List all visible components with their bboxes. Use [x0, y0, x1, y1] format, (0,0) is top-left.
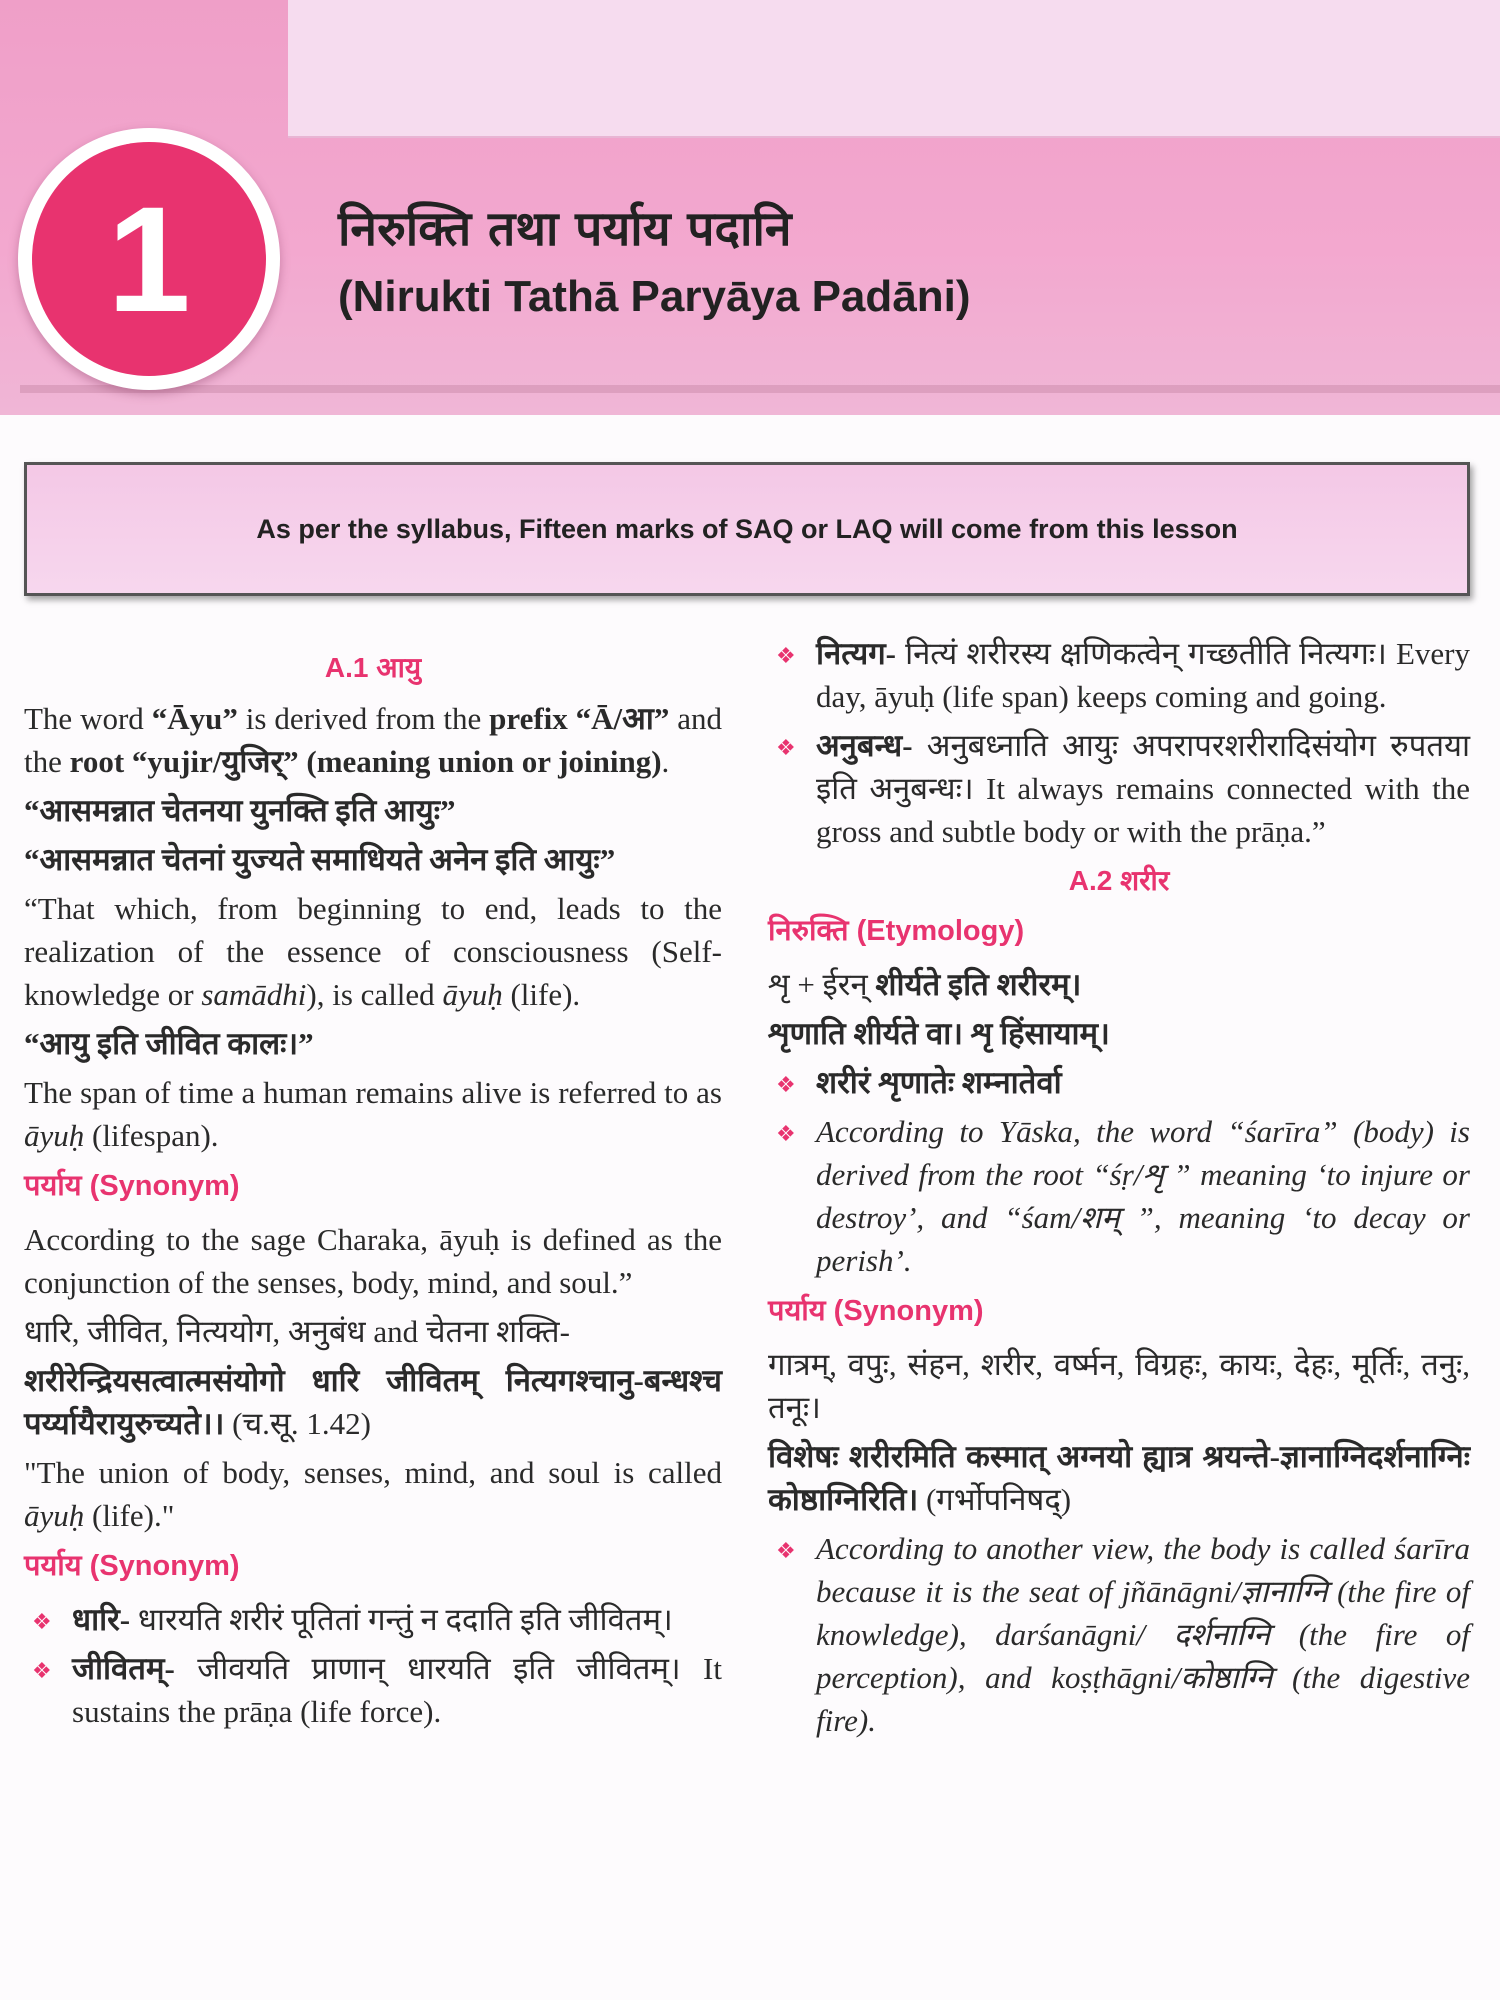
syllabus-notice-box [24, 462, 1470, 596]
subsection-heading [24, 1165, 722, 1208]
text-run: पर्याय (Synonym) [24, 1170, 240, 1202]
paragraph [768, 963, 1470, 1006]
subsection-heading [768, 1290, 1470, 1333]
text-run: "The union of body, senses, mind, and soul is called [24, 1455, 722, 1490]
text-run: शरीरेन्द्रियसत्वात्मसंयोगो धारि जीवितम् नित्यगश्चानु-बन्धश्च पर्य्यायैरायुरुच्यते।। [24, 1363, 722, 1441]
text-run: नित्यं शरीरस्य क्षणिकत्वेन् गच्छतीति नित्यगः। Every day, āyuḥ (life span) keeps coming and going. [816, 636, 1470, 714]
text-run: ), is called [306, 977, 443, 1012]
text-run: A.1 आयु [324, 652, 422, 683]
section-heading [24, 646, 722, 689]
paragraph [768, 1012, 1470, 1055]
text-run: (life). [502, 977, 581, 1012]
text-run: नित्यग- [816, 636, 896, 671]
paragraph [24, 1451, 722, 1537]
text-run: शृणाति शीर्यते वा। शृ हिंसायाम्। [768, 1016, 1110, 1051]
chapter-banner [0, 0, 1500, 415]
text-run: “That which, from beginning to end, leads to the realization of the essence of consciousness (Self-knowledge or [24, 891, 722, 1012]
bullet-item [768, 1061, 1470, 1104]
text-run: root “yujir/युजिर्” [69, 744, 299, 779]
section-heading [768, 859, 1470, 902]
bullet-item [768, 1110, 1470, 1282]
text-run: . [661, 744, 670, 779]
text-run: धारयति शरीरं पूतितां गन्तुं न ददाति इति जीवितम्। [130, 1602, 673, 1637]
subsection-heading [768, 910, 1470, 953]
banner-decoration [288, 0, 1500, 138]
text-run: विशेषः शरीरमिति कस्मात् अग्नयो ह्यात्र श्रयन्ते-ज्ञानाग्निदर्शनाग्निः कोष्ठाग्निरिति। [768, 1439, 1470, 1517]
text-run: “आसमन्नात चेतनया युनक्ति इति आयुः” [24, 793, 456, 828]
text-run: अनुबध्नाति आयुः अपरापरशरीरादिसंयोग रुपतया इति अनुबन्धः। It always remains connected with the gross and subtle body or with the prāṇa.” [816, 728, 1470, 849]
bullet-diamond-icon: ❖ [32, 1658, 52, 1683]
text-run: धारि- [72, 1602, 131, 1637]
paragraph [24, 789, 722, 832]
chapter-title-devanagari: निरुक्ति तथा पर्याय पदानि [338, 201, 792, 257]
right-column [768, 632, 1470, 1748]
syllabus-notice-text: As per the syllabus, Fifteen marks of SAQ or LAQ will come from this lesson [256, 513, 1238, 544]
text-run: “Āyu” [151, 701, 238, 736]
bullet-diamond-icon: ❖ [776, 643, 796, 668]
banner-shadow [20, 385, 1500, 393]
paragraph [24, 838, 722, 881]
chapter-number-badge [18, 128, 280, 390]
text-run: (च.सू. 1.42) [224, 1406, 371, 1441]
text-run: According to Yāska, the word “śarīra” (body) is derived from the root “śṛ/शृ ” meaning ‘to injure or destroy’, and “śam/शम् ”, meaning ‘to decay or perish’. [816, 1114, 1470, 1278]
text-run: A.2 शरीर [1068, 865, 1170, 896]
text-run: निरुक्ति (Etymology) [768, 915, 1025, 947]
paragraph [768, 1435, 1470, 1521]
text-run: शीर्यते इति शरीरम्। [875, 967, 1082, 1002]
text-run: शृ + ईरन् [768, 967, 876, 1002]
text-run: is derived from the [237, 701, 490, 736]
bullet-item [24, 1647, 722, 1733]
bullet-item [768, 724, 1470, 853]
bullet-item [768, 632, 1470, 718]
chapter-number: 1 [32, 142, 266, 376]
text-run: āyuḥ [24, 1118, 85, 1153]
text-run: “आयु इति जीवित कालः।” [24, 1026, 314, 1061]
text-run: जीवयति प्राणान् धारयति इति जीवितम्। It sustains the prāṇa (life force). [72, 1651, 722, 1729]
bullet-diamond-icon: ❖ [32, 1609, 52, 1634]
text-run: The word [24, 701, 152, 736]
text-run: पर्याय (Synonym) [768, 1295, 984, 1327]
text-run: जीवितम्- [72, 1651, 175, 1686]
text-run: (lifespan). [84, 1118, 219, 1153]
text-run: धारि, जीवित, नित्ययोग, अनुबंध and चेतना शक्ति- [24, 1314, 570, 1349]
text-run: samādhi [201, 977, 307, 1012]
left-column [24, 640, 722, 1739]
paragraph [24, 887, 722, 1016]
text-run: prefix “Ā/आ” [489, 701, 670, 736]
text-run: According to the sage Charaka, āyuḥ is defined as the conjunction of the senses, body, mind, and soul.” [24, 1222, 722, 1300]
text-run: (meaning union or joining) [306, 744, 662, 779]
text-run: (गर्भोपनिषद्) [918, 1482, 1072, 1517]
bullet-diamond-icon: ❖ [776, 1072, 796, 1097]
text-run: गात्रम्, वपुः, संहन, शरीर, वर्ष्मन, विग्रहः, कायः, देहः, मूर्तिः, तनुः, तनूः। [768, 1347, 1470, 1425]
paragraph [24, 1022, 722, 1065]
paragraph [768, 1343, 1470, 1429]
text-run: āyuḥ [24, 1498, 85, 1533]
paragraph [24, 1071, 722, 1157]
text-run: āyuḥ [442, 977, 503, 1012]
bullet-diamond-icon: ❖ [776, 1538, 796, 1563]
bullet-diamond-icon: ❖ [776, 735, 796, 760]
text-run: (life)." [84, 1498, 175, 1533]
bullet-item [24, 1598, 722, 1641]
chapter-title-transliteration: (Nirukti Tathā Paryāya Padāni) [338, 272, 971, 321]
text-run: शरीरं शृणातेः शम्नातेर्वा [816, 1065, 1062, 1100]
paragraph [24, 1218, 722, 1304]
text-run: अनुबन्ध- [816, 728, 913, 763]
subsection-heading [24, 1545, 722, 1588]
paragraph [24, 697, 722, 783]
text-run: According to another view, the body is called śarīra because it is the seat of jñānāgni/ज्ञानाग्नि (the fire of knowledge), darśanāgni/ दर्शनाग्नि (the fire of perception), and koṣṭhāgni/कोष्ठाग्नि (the digestive fire). [816, 1531, 1470, 1738]
paragraph [24, 1359, 722, 1445]
text-run: पर्याय (Synonym) [24, 1550, 240, 1582]
text-run: and the [24, 701, 723, 779]
bullet-item [768, 1527, 1470, 1742]
text-run: “आसमन्नात चेतनां युज्यते समाधियते अनेन इति आयुः” [24, 842, 616, 877]
text-run: The span of time a human remains alive is referred to as [24, 1075, 722, 1110]
paragraph [24, 1310, 722, 1353]
bullet-diamond-icon: ❖ [776, 1121, 796, 1146]
